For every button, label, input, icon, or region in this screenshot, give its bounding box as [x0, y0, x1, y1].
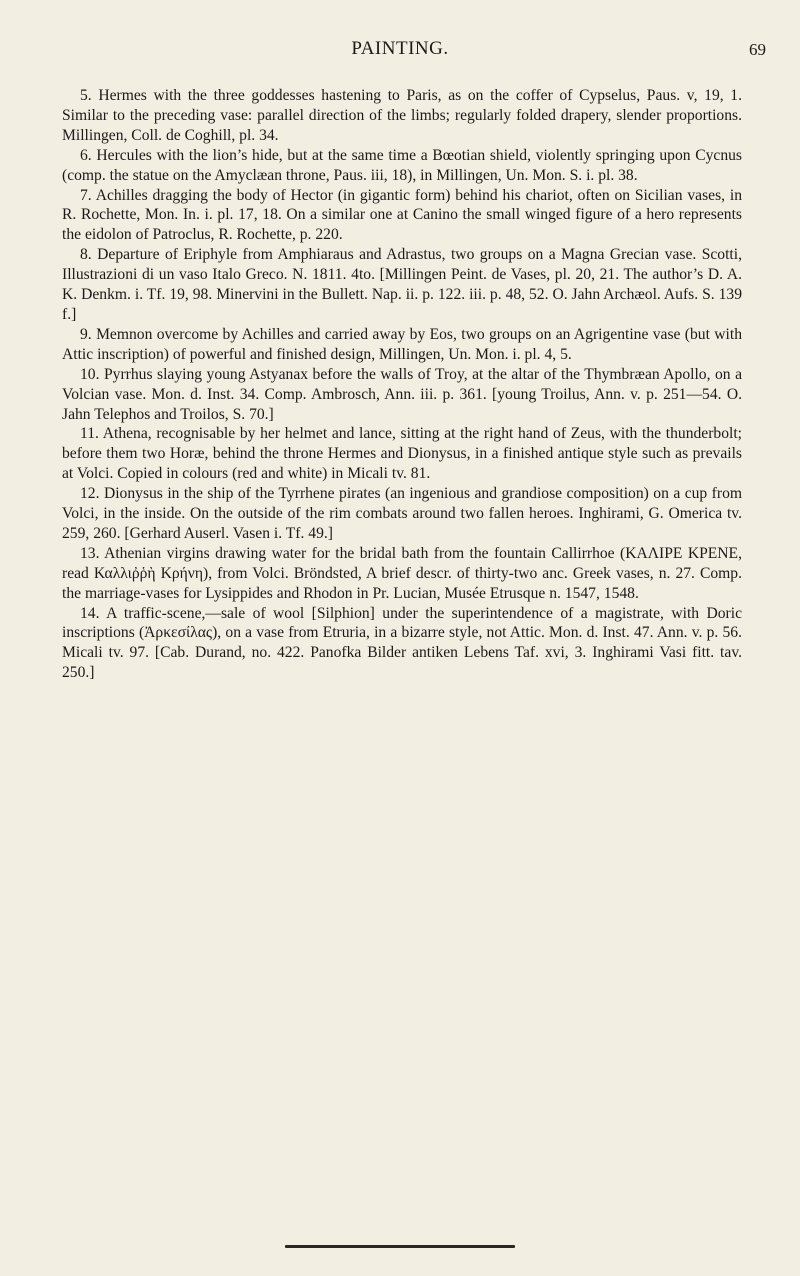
entry-9 [62, 325, 742, 365]
entry-number: 8. [80, 246, 92, 264]
entry-text: Athena, recognisable by her helmet and lance, sitting at the right hand of Zeus, with the thunderbolt; before them two Horæ, behind the throne Hermes and Dionysus, in a finished antique style such as prevails at Volci. Copied in colours (red and white) in Micali tv. 81. [62, 425, 742, 483]
entry-number: 12. [80, 485, 100, 503]
entry-10 [62, 365, 742, 425]
entry-text: Hercules with the lion’s hide, but at the same time a Bœotian shield, violently springing upon Cycnus (comp. the statue on the Amyclæan throne, Paus. iii, 18), in Millingen, Un. Mon. S. i. pl. 38. [62, 146, 743, 184]
entry-13 [62, 544, 742, 604]
entry-7 [62, 186, 742, 246]
entry-6 [62, 146, 742, 186]
entry-number: 6. [80, 146, 92, 164]
running-head [0, 38, 800, 62]
entry-number: 13. [80, 544, 100, 562]
entry-number: 9. [80, 325, 92, 343]
footer-rule [285, 1245, 515, 1248]
entry-number: 14. [80, 604, 100, 622]
entry-number: 10. [80, 365, 100, 383]
entry-14 [62, 604, 742, 684]
entry-text: Pyrrhus slaying young Astyanax before the walls of Troy, at the altar of the Thymbræan Apollo, on a Volcian vase. Mon. d. Inst. 34. Comp. Ambrosch, Ann. iii. p. 361. [young Troilus, Ann. v. p. 251—54. O. Jahn Telephos and Troilos, S. 70.] [62, 365, 742, 423]
entry-5 [62, 86, 742, 146]
entry-list [62, 86, 742, 683]
entry-8 [62, 245, 742, 325]
entry-text: A traffic-scene,—sale of wool [Silphion] under the superintendence of a magistrate, with Doric inscriptions (Ἀρκεσίλας), on a vase from Etruria, in a bizarre style, not Attic. Mon. d. Inst. 47. Ann. v. p. 56. Micali tv. 97. [Cab. Durand, no. 422. Panofka Bilder antiken Lebens Taf. xvi, 3. Inghirami Vasi fitt. tav. 250.] [62, 604, 742, 682]
entry-text: Achilles dragging the body of Hector (in gigantic form) behind his chariot, often on Sicilian vases, in R. Rochette, Mon. In. i. pl. 17, 18. On a similar one at Canino the small winged figure of a hero represents the eidolon of Patroclus, R. Rochette, p. 220. [62, 186, 742, 244]
entry-text: Dionysus in the ship of the Tyrrhene pirates (an ingenious and grandiose composition) on a cup from Volci, in the inside. On the outside of the rim combats around two fallen heroes. Inghirami, G. Omerica tv. 259, 260. [Gerhard Auserl. Vasen i. Tf. 49.] [62, 485, 742, 542]
entry-number: 11. [80, 425, 99, 443]
page-number: 69 [749, 40, 766, 59]
entry-text: Memnon overcome by Achilles and carried away by Eos, two groups on an Agrigentine vase (but with Attic inscription) of powerful and finished design, Millingen, Un. Mon. i. pl. 4, 5. [62, 325, 742, 363]
entry-11 [62, 424, 742, 484]
entry-12 [62, 484, 742, 544]
entry-text: Hermes with the three goddesses hastening to Paris, as on the coffer of Cypselus, Paus. v, 19, 1. Similar to the preceding vase: parallel direction of the limbs; regularly folded drapery, slender proportions. Millingen, Coll. de Coghill, pl. 34. [62, 87, 742, 144]
entry-number: 7. [80, 186, 92, 204]
entry-text: Departure of Eriphyle from Amphiaraus and Adrastus, two groups on a Magna Grecian vase. Scotti, Illustrazioni di un vaso Italo Greco. N. 1811. 4to. [Millingen Peint. de Vases, pl. 20, 21. The author’s D. A. K. Denkm. i. Tf. 19, 98. Minervini in the Bullett. Nap. ii. p. 122. iii. p. 48, 52. O. Jahn Archæol. Aufs. S. 139 f.] [62, 246, 742, 323]
page-title: PAINTING. [351, 38, 449, 59]
entry-number: 5. [80, 87, 92, 104]
entry-text: Athenian virgins drawing water for the bridal bath from the fountain Callirrhoe (KAΛIPE KPENE, read Καλλιῤῥὴ Κρήνη), from Volci. Bröndsted, A brief descr. of thirty-two anc. Greek vases, n. 27. Comp. the marriage-vases for Lysippides and Rhodon in Pr. Lucian, Musée Etrusque n. 1547, 1548. [62, 544, 742, 602]
